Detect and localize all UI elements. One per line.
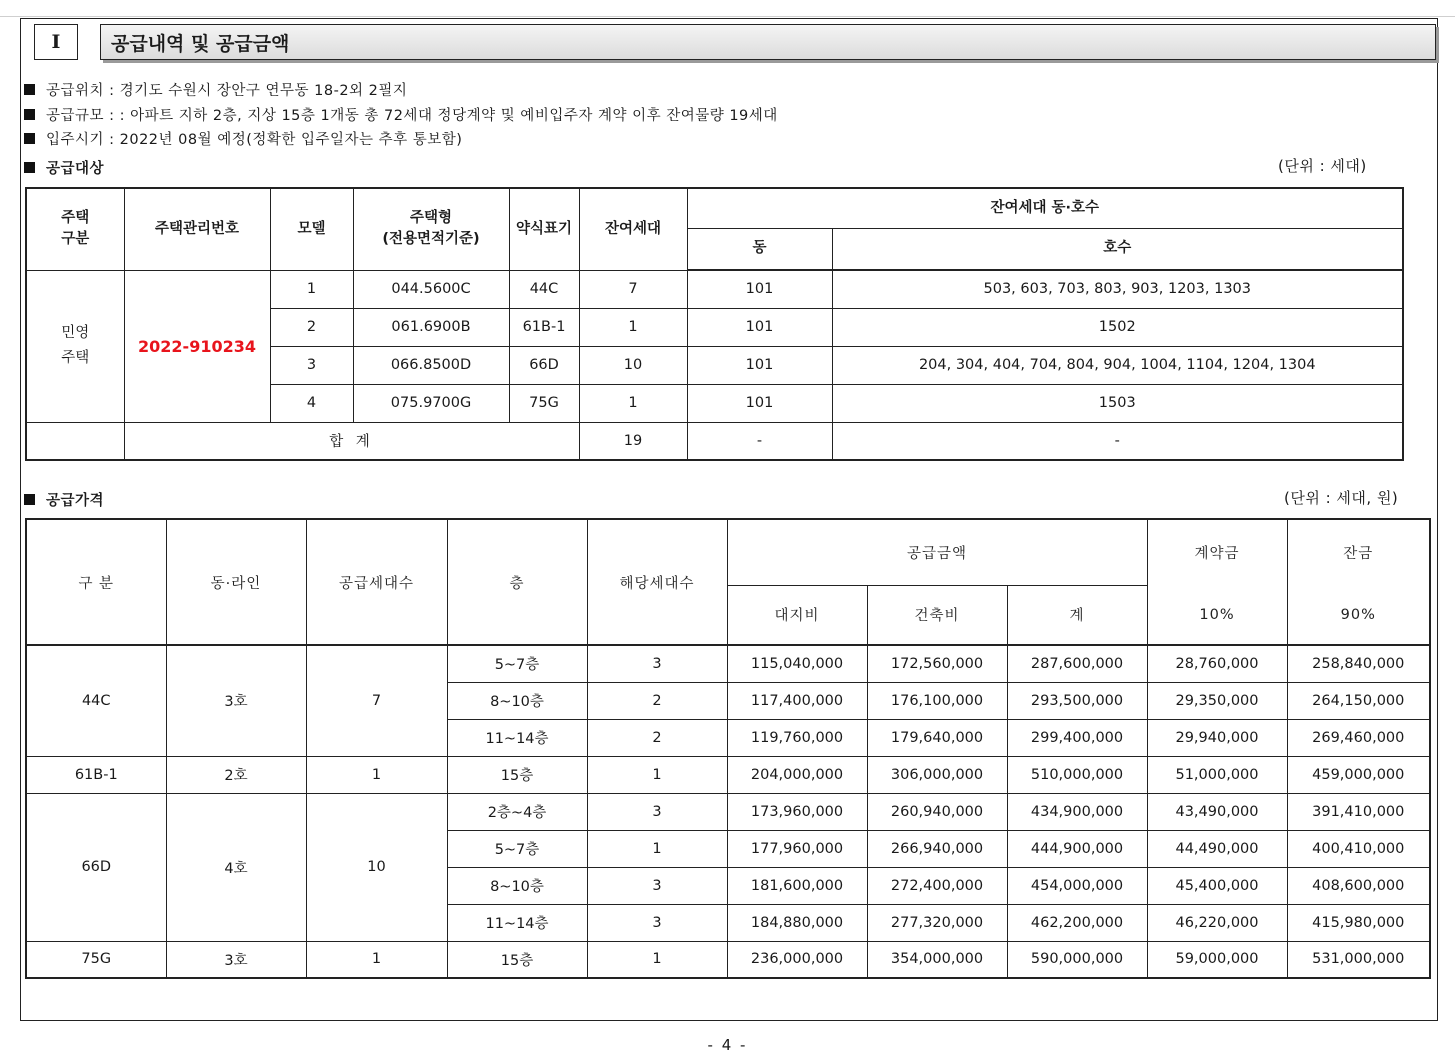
supply-units-cell: 10	[306, 793, 447, 941]
deposit-cell: 44,490,000	[1147, 830, 1287, 867]
header-balance: 잔금	[1287, 519, 1430, 585]
total-label: 합 계	[124, 422, 579, 460]
deposit-cell: 29,940,000	[1147, 719, 1287, 756]
dong-line-cell: 4호	[166, 793, 306, 941]
balance-cell: 408,600,000	[1287, 867, 1430, 904]
deposit-cell: 28,760,000	[1147, 645, 1287, 682]
total-cell: 444,900,000	[1007, 830, 1147, 867]
info-scale	[24, 104, 778, 125]
house-type-cell: 061.6900B	[353, 308, 509, 346]
model-cell: 1	[270, 270, 353, 308]
building-cell: 172,560,000	[867, 645, 1007, 682]
supply-target-heading	[24, 157, 104, 178]
category-cell: 75G	[26, 941, 166, 978]
header-total: 계	[1007, 585, 1147, 645]
total-cell: 287,600,000	[1007, 645, 1147, 682]
ho-cell: 1502	[832, 308, 1403, 346]
house-type-cell: 044.5600C	[353, 270, 509, 308]
header-abbr: 약식표기	[509, 188, 579, 270]
header-dong: 동	[687, 228, 832, 270]
building-cell: 266,940,000	[867, 830, 1007, 867]
header-supply-amount: 공급금액	[727, 519, 1147, 585]
abbr-cell: 75G	[509, 384, 579, 422]
land-cell: 236,000,000	[727, 941, 867, 978]
top-rule	[0, 16, 1455, 17]
building-cell: 260,940,000	[867, 793, 1007, 830]
dong-cell: 101	[687, 384, 832, 422]
land-cell: 115,040,000	[727, 645, 867, 682]
building-cell: 306,000,000	[867, 756, 1007, 793]
floor-cell: 8~10층	[447, 867, 587, 904]
table-row	[26, 645, 1430, 682]
floor-cell: 8~10층	[447, 682, 587, 719]
building-cell: 354,000,000	[867, 941, 1007, 978]
dong-line-cell: 3호	[166, 645, 306, 756]
balance-cell: 391,410,000	[1287, 793, 1430, 830]
balance-cell: 258,840,000	[1287, 645, 1430, 682]
remaining-cell: 7	[579, 270, 687, 308]
ho-cell: 204, 304, 404, 704, 804, 904, 1004, 1104, 1204, 1304	[832, 346, 1403, 384]
total-cell: 590,000,000	[1007, 941, 1147, 978]
deposit-cell: 51,000,000	[1147, 756, 1287, 793]
header-remaining: 잔여세대	[579, 188, 687, 270]
floor-cell: 15층	[447, 756, 587, 793]
bullet-square-icon	[24, 84, 35, 95]
section-title: 공급내역 및 공급금액	[111, 32, 290, 55]
units-cell: 3	[587, 904, 727, 941]
header-building: 건축비	[867, 585, 1007, 645]
house-type-cell: 066.8500D	[353, 346, 509, 384]
section-title-box	[100, 24, 1436, 60]
units-cell: 3	[587, 645, 727, 682]
dong-line-cell: 3호	[166, 941, 306, 978]
total-cell: 454,000,000	[1007, 867, 1147, 904]
dong-cell: 101	[687, 308, 832, 346]
balance-cell: 264,150,000	[1287, 682, 1430, 719]
dong-cell: 101	[687, 270, 832, 308]
units-cell: 2	[587, 682, 727, 719]
remaining-cell: 10	[579, 346, 687, 384]
model-cell: 2	[270, 308, 353, 346]
supply-price-heading-text: 공급가격	[46, 493, 105, 509]
balance-cell: 459,000,000	[1287, 756, 1430, 793]
header-house-type: 주택형 (전용면적기준)	[353, 188, 509, 270]
balance-cell: 531,000,000	[1287, 941, 1430, 978]
total-ho: -	[832, 422, 1403, 460]
bullet-square-icon	[24, 162, 35, 173]
supply-target-heading-text: 공급대상	[46, 161, 105, 177]
table-row	[26, 756, 1430, 793]
land-cell: 181,600,000	[727, 867, 867, 904]
model-cell: 4	[270, 384, 353, 422]
header-units: 해당세대수	[587, 519, 727, 645]
supply-price-unit: (단위 : 세대, 원)	[1284, 489, 1399, 507]
category-cell: 66D	[26, 793, 166, 941]
floor-cell: 2층~4층	[447, 793, 587, 830]
building-cell: 179,640,000	[867, 719, 1007, 756]
header-housing-category: 주택 구분	[26, 188, 124, 270]
info-movein-text: 입주시기 : 2022년 08월 예정(정확한 입주일자는 추후 통보함)	[46, 132, 463, 148]
land-cell: 117,400,000	[727, 682, 867, 719]
building-cell: 176,100,000	[867, 682, 1007, 719]
units-cell: 1	[587, 756, 727, 793]
total-cell: 293,500,000	[1007, 682, 1147, 719]
section-number-box: I	[34, 24, 78, 60]
supply-price-table	[25, 518, 1431, 979]
abbr-cell: 44C	[509, 270, 579, 308]
header-deposit-pct: 10%	[1147, 585, 1287, 645]
units-cell: 1	[587, 941, 727, 978]
supply-target-table	[25, 187, 1404, 461]
balance-cell: 415,980,000	[1287, 904, 1430, 941]
supply-units-cell: 1	[306, 941, 447, 978]
header-deposit: 계약금	[1147, 519, 1287, 585]
header-floor: 층	[447, 519, 587, 645]
supply-target-unit: (단위 : 세대)	[1278, 157, 1367, 175]
supply-units-cell: 1	[306, 756, 447, 793]
mgmt-no-cell: 2022-910234	[124, 270, 270, 422]
supply-units-cell: 7	[306, 645, 447, 756]
header-remaining-units: 잔여세대 동·호수	[687, 188, 1403, 228]
units-cell: 1	[587, 830, 727, 867]
balance-cell: 269,460,000	[1287, 719, 1430, 756]
header-category: 구 분	[26, 519, 166, 645]
floor-cell: 5~7층	[447, 830, 587, 867]
total-cell: 299,400,000	[1007, 719, 1147, 756]
header-supply-units: 공급세대수	[306, 519, 447, 645]
total-dong: -	[687, 422, 832, 460]
floor-cell: 5~7층	[447, 645, 587, 682]
total-cell: 462,200,000	[1007, 904, 1147, 941]
total-remaining: 19	[579, 422, 687, 460]
model-cell: 3	[270, 346, 353, 384]
total-row	[26, 422, 1403, 460]
deposit-cell: 43,490,000	[1147, 793, 1287, 830]
info-location-text: 공급위치 : 경기도 수원시 장안구 연무동 18-2외 2필지	[46, 83, 408, 99]
abbr-cell: 66D	[509, 346, 579, 384]
units-cell: 3	[587, 793, 727, 830]
abbr-cell: 61B-1	[509, 308, 579, 346]
category-cell: 61B-1	[26, 756, 166, 793]
land-cell: 184,880,000	[727, 904, 867, 941]
house-type-cell: 075.9700G	[353, 384, 509, 422]
building-cell: 272,400,000	[867, 867, 1007, 904]
table-row	[26, 941, 1430, 978]
category-cell: 44C	[26, 645, 166, 756]
header-dong-line: 동·라인	[166, 519, 306, 645]
floor-cell: 11~14층	[447, 719, 587, 756]
remaining-cell: 1	[579, 384, 687, 422]
deposit-cell: 59,000,000	[1147, 941, 1287, 978]
land-cell: 173,960,000	[727, 793, 867, 830]
deposit-cell: 46,220,000	[1147, 904, 1287, 941]
supply-price-heading	[24, 489, 104, 510]
bullet-square-icon	[24, 109, 35, 120]
remaining-cell: 1	[579, 308, 687, 346]
land-cell: 177,960,000	[727, 830, 867, 867]
floor-cell: 15층	[447, 941, 587, 978]
land-cell: 204,000,000	[727, 756, 867, 793]
header-land: 대지비	[727, 585, 867, 645]
table-row	[26, 270, 1403, 308]
info-movein	[24, 128, 462, 149]
bullet-square-icon	[24, 133, 35, 144]
info-scale-text: 공급규모 : : 아파트 지하 2층, 지상 15층 1개동 총 72세대 정당계약 및 예비입주자 계약 이후 잔여물량 19세대	[46, 108, 778, 124]
floor-cell: 11~14층	[447, 904, 587, 941]
header-ho: 호수	[832, 228, 1403, 270]
table-row	[26, 793, 1430, 830]
total-cell: 434,900,000	[1007, 793, 1147, 830]
header-balance-pct: 90%	[1287, 585, 1430, 645]
balance-cell: 400,410,000	[1287, 830, 1430, 867]
header-model: 모델	[270, 188, 353, 270]
deposit-cell: 29,350,000	[1147, 682, 1287, 719]
dong-line-cell: 2호	[166, 756, 306, 793]
building-cell: 277,320,000	[867, 904, 1007, 941]
info-location	[24, 79, 407, 100]
category-cell-empty	[26, 422, 124, 460]
bullet-square-icon	[24, 494, 35, 505]
units-cell: 2	[587, 719, 727, 756]
page-number: - 4 -	[707, 1036, 748, 1054]
land-cell: 119,760,000	[727, 719, 867, 756]
deposit-cell: 45,400,000	[1147, 867, 1287, 904]
total-cell: 510,000,000	[1007, 756, 1147, 793]
category-cell: 민영 주택	[26, 270, 124, 422]
ho-cell: 503, 603, 703, 803, 903, 1203, 1303	[832, 270, 1403, 308]
ho-cell: 1503	[832, 384, 1403, 422]
dong-cell: 101	[687, 346, 832, 384]
header-mgmt-no: 주택관리번호	[124, 188, 270, 270]
units-cell: 3	[587, 867, 727, 904]
